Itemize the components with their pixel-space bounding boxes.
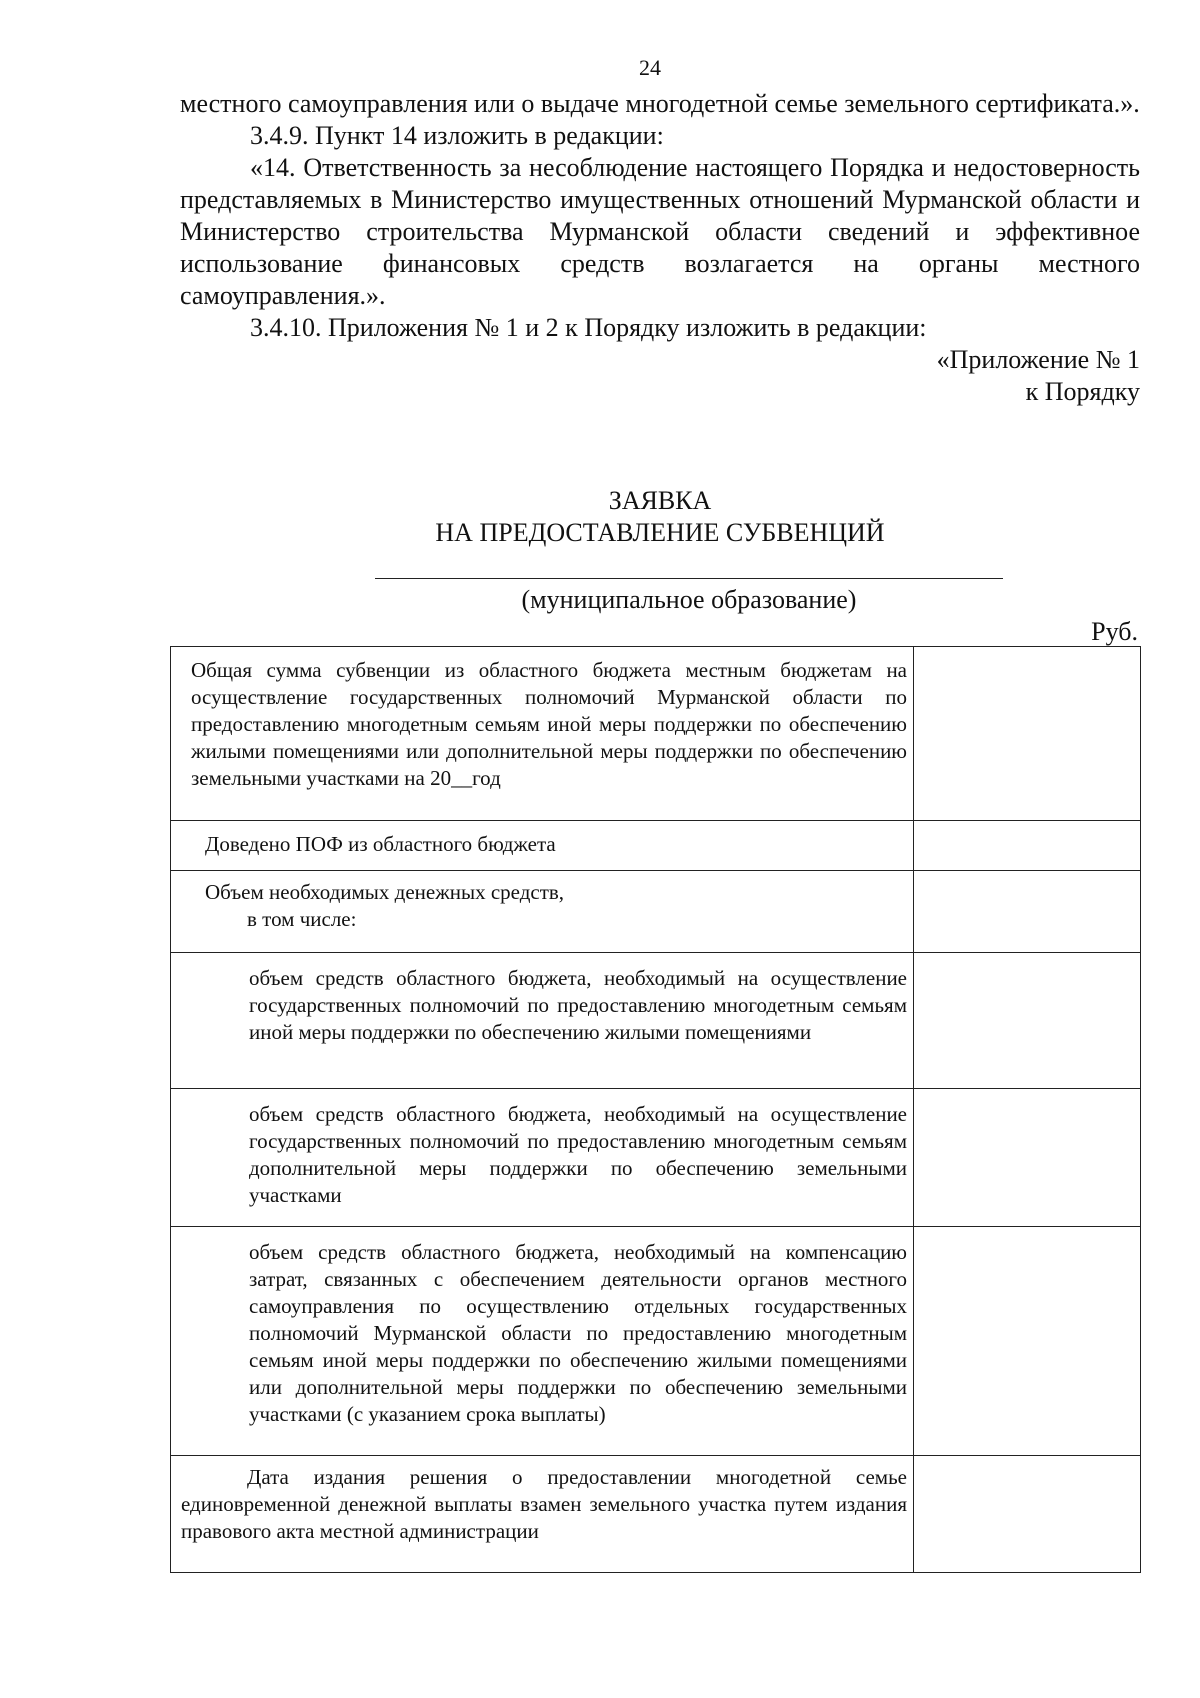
appendix-label: «Приложение № 1 (936, 345, 1140, 374)
currency-label: Руб. (1091, 617, 1138, 646)
paragraph-item-3-4-10: 3.4.10. Приложения № 1 и 2 к Порядку изложить в редакции: (250, 313, 927, 342)
table-row (171, 1227, 1141, 1456)
row-required-funds (171, 871, 913, 952)
form-title-line2: НА ПРЕДОСТАВЛЕНИЕ СУБВЕНЦИЙ (435, 518, 885, 547)
table-row (171, 647, 1141, 821)
document-body (180, 88, 1140, 408)
row-housing-support-value[interactable] (914, 953, 1141, 1089)
page-number: 24 (639, 55, 661, 80)
row-housing-support-label: объем средств областного бюджета, необходимый на осуществление государственных полномочий по предоставлению многодетным семьям иной меры поддержки по обеспечению жилыми помещениями (249, 966, 907, 1044)
row-land-support-label: объем средств областного бюджета, необходимый на осуществление государственных полномочий по предоставлению многодетным семьям дополнительной меры поддержки по обеспечению земельными участками (249, 1102, 907, 1207)
paragraph-clause-14: «14. Ответственность за несоблюдение настоящего Порядка и недостоверность представляемых в Министерство имущественных отношений Мурманской области и Министерство строительства Мурманской области сведений и эффективное использование финансовых средств возлагается на органы местного самоуправления.». (180, 153, 1140, 310)
table-row (171, 953, 1141, 1089)
row-total-subvention-value[interactable] (914, 647, 1141, 821)
subvention-request-table (170, 646, 1141, 1573)
row-required-funds-value[interactable] (914, 871, 1141, 953)
municipality-caption: (муниципальное образование) (521, 585, 857, 614)
table-row (171, 871, 1141, 953)
paragraph-item-3-4-9: 3.4.9. Пункт 14 изложить в редакции: (250, 121, 664, 150)
row-cost-compensation-label: объем средств областного бюджета, необходимый на компенсацию затрат, связанных с обеспечением деятельности органов местного самоуправления по осуществлению отдельных государственных полномочий Мурманской области по предоставлению многодетным семьям иной меры поддержки по обеспечению жилыми помещениями или дополнительной меры поддержки по обеспечению земельными участками (с указанием срока выплаты) (249, 1240, 907, 1426)
form-title-line1: ЗАЯВКА (608, 486, 712, 515)
table-row (171, 1456, 1141, 1573)
table-row (171, 1089, 1141, 1227)
row-cost-compensation-value[interactable] (914, 1227, 1141, 1456)
row-required-funds-label: Объем необходимых денежных средств, (205, 880, 565, 904)
row-required-funds-sub: в том числе: (247, 907, 357, 931)
row-pof-value[interactable] (914, 821, 1141, 871)
row-total-subvention-label: Общая сумма субвенции из областного бюджета местным бюджетам на осуществление государственных полномочий Мурманской области по предоставлению многодетным семьям иной меры поддержки по обеспечению жилыми помещениями или дополнительной меры поддержки по обеспечению земельными участками на 20__год (191, 658, 907, 790)
row-decision-date-label: Дата издания решения о предоставлении многодетной семье единовременной денежной выплаты взамен земельного участка путем издания правового акта местной администрации (181, 1465, 907, 1543)
municipality-blank-line (375, 578, 1003, 579)
row-pof-label: Доведено ПОФ из областного бюджета (205, 832, 556, 856)
row-decision-date-value[interactable] (914, 1456, 1141, 1573)
table-row (171, 821, 1141, 871)
paragraph-continuation: местного самоуправления или о выдаче многодетной семье земельного сертификата.». (180, 89, 1140, 118)
appendix-reference: к Порядку (1025, 377, 1140, 406)
row-land-support-value[interactable] (914, 1089, 1141, 1227)
form-title (180, 485, 1140, 549)
